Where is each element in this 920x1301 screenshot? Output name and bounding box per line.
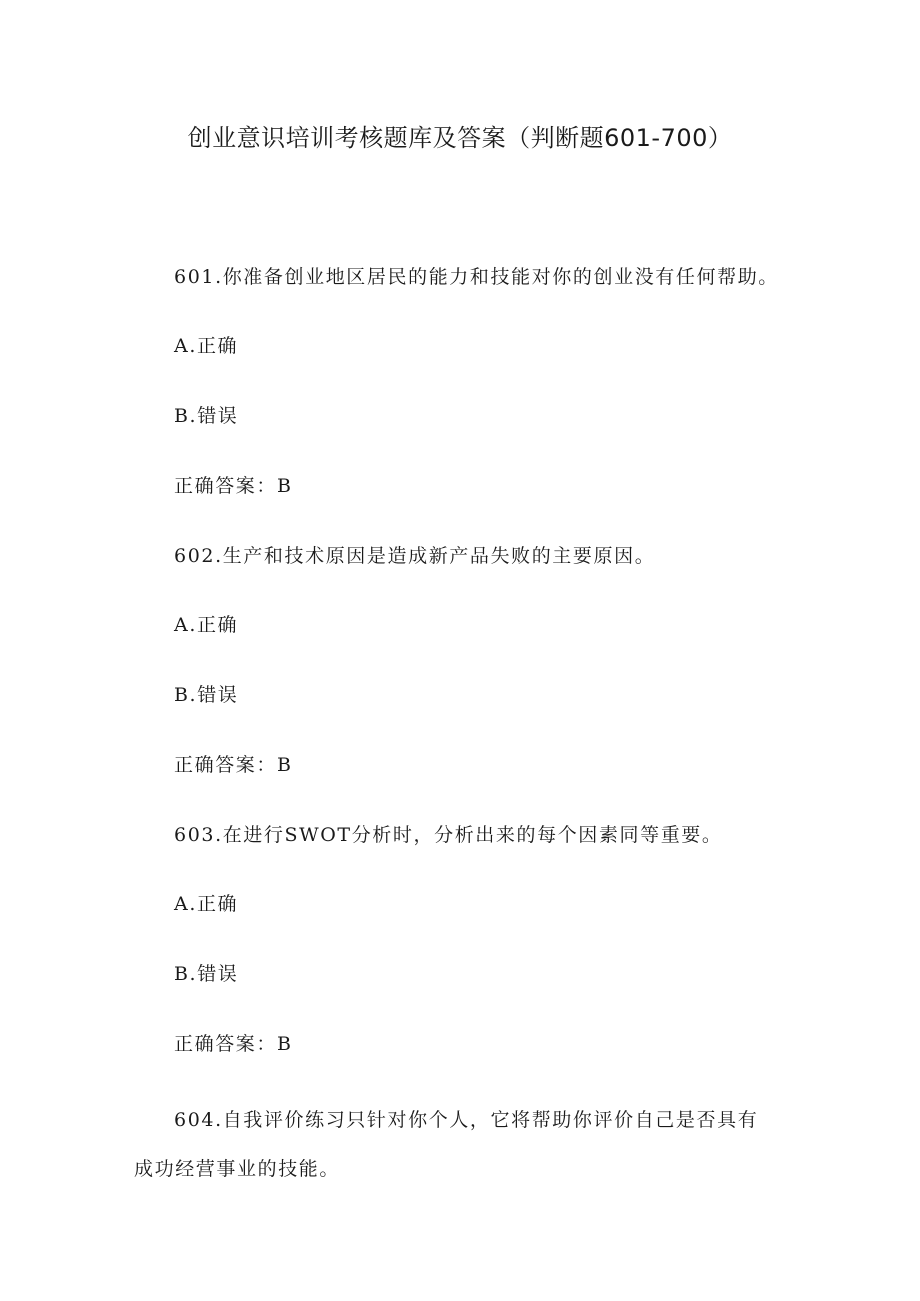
question-603-answer: 正确答案：B <box>174 1033 293 1055</box>
question-601-answer: 正确答案：B <box>174 475 293 497</box>
question-602-option-b: B.错误 <box>174 684 239 706</box>
question-604-text-line2: 成功经营事业的技能。 <box>134 1158 341 1180</box>
question-602-option-a: A.正确 <box>174 614 239 636</box>
question-601-option-a: A.正确 <box>174 335 239 357</box>
question-604-text-line1: 604.自我评价练习只针对你个人，它将帮助你评价自己是否具有 <box>174 1109 759 1131</box>
question-603-option-b: B.错误 <box>174 963 239 985</box>
document-title: 创业意识培训考核题库及答案（判断题601-700） <box>187 124 733 152</box>
question-603-text: 603.在进行SWOT分析时，分析出来的每个因素同等重要。 <box>174 824 723 846</box>
question-601-text: 601.你准备创业地区居民的能力和技能对你的创业没有任何帮助。 <box>174 266 779 288</box>
question-601-option-b: B.错误 <box>174 405 239 427</box>
question-602-text: 602.生产和技术原因是造成新产品失败的主要原因。 <box>174 545 656 567</box>
question-603-option-a: A.正确 <box>174 893 239 915</box>
question-602-answer: 正确答案：B <box>174 754 293 776</box>
